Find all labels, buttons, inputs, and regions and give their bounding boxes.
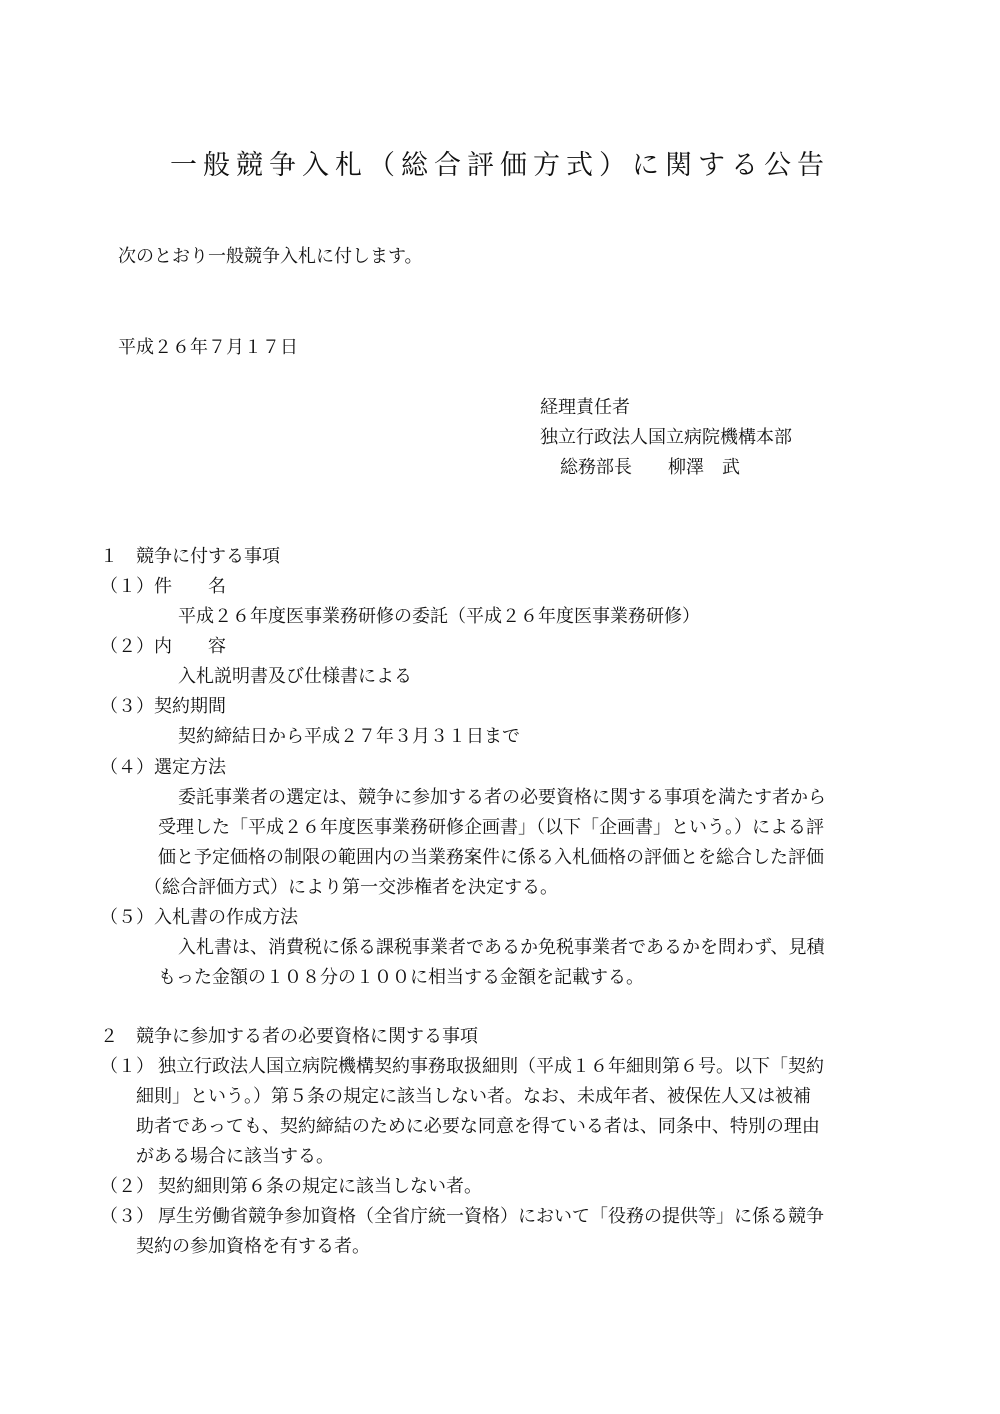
s2-item-3-line: 契約の参加資格を有する者。: [136, 1236, 370, 1257]
s2-item-3-label: （３）: [100, 1206, 154, 1227]
s2-item-1-line: がある場合に該当する。: [136, 1146, 334, 1167]
section-2-heading: ２ 競争に参加する者の必要資格に関する事項: [100, 1026, 478, 1047]
s2-item-1-line: 助者であっても、契約締結のために必要な同意を得ている者は、同条中、特別の理由: [136, 1116, 820, 1137]
notice-date: 平成２６年７月１７日: [118, 337, 298, 358]
item-2-text: 入札説明書及び仕様書による: [178, 666, 412, 687]
item-4-line: （総合評価方式）により第一交渉権者を決定する。: [144, 877, 558, 898]
section-1-heading: １ 競争に付する事項: [100, 546, 280, 567]
item-4-label: （４）選定方法: [100, 757, 226, 778]
item-4-line: 価と予定価格の制限の範囲内の当業務案件に係る入札価格の評価とを総合した評価: [158, 847, 824, 868]
item-5-line: もった金額の１０８分の１００に相当する金額を記載する。: [158, 967, 644, 988]
item-5-line: 入札書は、消費税に係る課税事業者であるか免税事業者であるかを問わず、見積: [178, 937, 825, 958]
item-3-label: （３）契約期間: [100, 696, 226, 717]
signatory-organization: 独立行政法人国立病院機構本部: [540, 427, 792, 448]
s2-item-2-text: 契約細則第６条の規定に該当しない者。: [158, 1176, 482, 1197]
item-1-text: 平成２６年度医事業務研修の委託（平成２６年度医事業務研修）: [178, 606, 700, 627]
intro-text: 次のとおり一般競争入札に付します。: [118, 246, 423, 267]
s2-item-2-label: （２）: [100, 1176, 154, 1197]
signatory-role: 経理責任者: [540, 397, 630, 418]
s2-item-3-line: 厚生労働省競争参加資格（全省庁統一資格）において「役務の提供等」に係る競争: [158, 1206, 824, 1227]
s2-item-1-label: （１）: [100, 1056, 154, 1077]
item-4-line: 委託事業者の選定は、競争に参加する者の必要資格に関する事項を満たす者から: [178, 787, 826, 808]
s2-item-1-line: 独立行政法人国立病院機構契約事務取扱細則（平成１６年細則第６号。以下「契約: [158, 1056, 824, 1077]
item-2-label: （２）内 容: [100, 636, 226, 657]
item-4-line: 受理した「平成２６年度医事業務研修企画書」（以下「企画書」という。）による評: [158, 817, 824, 838]
page-title: 一般競争入札（総合評価方式）に関する公告: [170, 150, 830, 181]
s2-item-1-line: 細則」という。）第５条の規定に該当しない者。なお、未成年者、被保佐人又は被補: [136, 1086, 811, 1107]
item-1-label: （１）件 名: [100, 576, 226, 597]
item-5-label: （５）入札書の作成方法: [100, 907, 298, 928]
item-3-text: 契約締結日から平成２７年３月３１日まで: [178, 726, 520, 747]
signatory-position-name: 総務部長 柳澤 武: [560, 457, 740, 478]
